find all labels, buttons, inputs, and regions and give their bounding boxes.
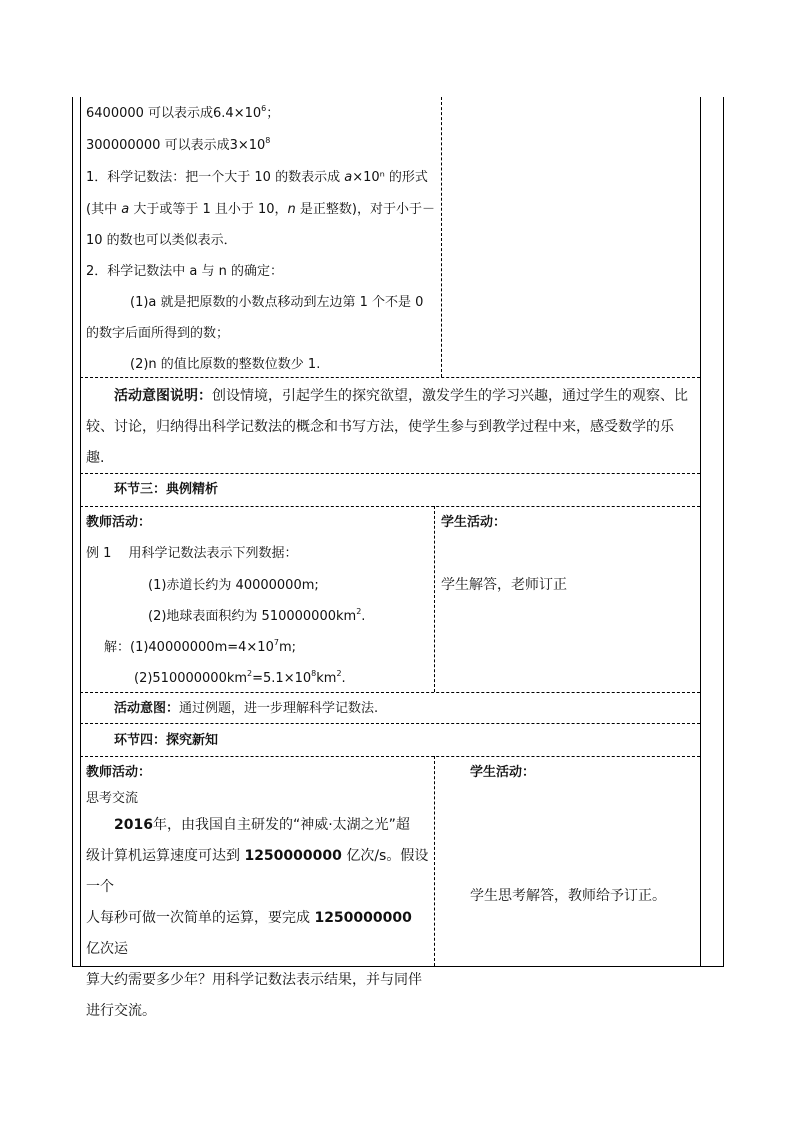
intro-line-1: 6400000 可以表示成$6.4\times 10^6$；	[86, 104, 280, 121]
definition-line-4: 2．科学记数法中 a 与 n 的确定：	[86, 264, 284, 279]
example-item-1: (1)赤道长约为 40000000m;	[148, 578, 319, 593]
row-divider	[80, 756, 700, 757]
row-divider	[80, 377, 700, 378]
table-right-inner-border	[700, 97, 701, 966]
explore-problem-paragraph: 2016年，由我国自主研发的“神威·太湖之光”超 级计算机运算速度可达到 1250000000 亿次/s。假设一个 人每秒可做一次简单的运算，要完成 1250000000 亿次运 算大约需要多少年？用科学记数法表示结果，并与同伴 进行交流。	[86, 817, 429, 1019]
section-4-title: 环节四：探究新知	[114, 733, 219, 748]
definition-line-6: 的数字后面所得到的数；	[86, 326, 230, 341]
definition-line-5: (1)a 就是把原数的小数点移动到左边第 1 个不是 0	[130, 295, 424, 310]
think-and-discuss: 思考交流	[86, 791, 139, 806]
intro-line-2: 300000000 可以表示成$3\times 10^8$	[86, 136, 271, 153]
definition-line-3: 10 的数也可以类似表示．	[86, 233, 237, 248]
teacher-activity-label: 教师活动：	[86, 515, 152, 530]
row-divider	[80, 692, 700, 693]
section-3-title: 环节三：典例精析	[114, 482, 219, 497]
activity-intent-paragraph: 活动意图说明：创设情境，引起学生的探究欲望，激发学生的学习兴趣，通过学生的观察、比 较、讨论，归纳得出科学记数法的概念和书写方法，使学生参与到教学过程中来，感受数学的乐 趣.	[86, 388, 688, 466]
example-title: 例 1 用科学记数法表示下列数据：	[86, 546, 298, 561]
example-solution-2: $(2)510000000km^2=5.1\times 10^8km^2$.	[134, 669, 346, 686]
student-activity-text: 学生解答，老师订正	[441, 577, 567, 593]
definition-line-2: (其中 a 大于或等于 1 且小于 10，n 是正整数)，对于小于－	[86, 202, 435, 217]
table-left-inner-border	[80, 97, 81, 966]
row-divider	[80, 506, 700, 507]
example-item-2: (2)地球表面积约为 $510000000km^2$.	[148, 607, 366, 624]
column-divider-explore	[434, 756, 435, 966]
example-solution-1: 解：$(1)40000000m=4\times 10^7m$;	[104, 638, 296, 655]
student-activity-label: 学生活动：	[470, 765, 536, 780]
definition-line-1: 1．科学记数法：把一个大于 10 的数表示成 a×10ⁿ 的形式	[86, 170, 428, 185]
column-divider-top	[441, 97, 442, 377]
student-activity-text: 学生思考解答，教师给予订正。	[470, 888, 666, 904]
row-divider	[80, 723, 700, 724]
definition-line-7: (2)n 的值比原数的整数位数少 1.	[130, 357, 321, 372]
activity-intent-2: 活动意图：通过例题，进一步理解科学记数法.	[114, 701, 379, 716]
column-divider-example	[434, 506, 435, 692]
teacher-activity-label: 教师活动：	[86, 765, 152, 780]
student-activity-label: 学生活动：	[441, 515, 507, 530]
